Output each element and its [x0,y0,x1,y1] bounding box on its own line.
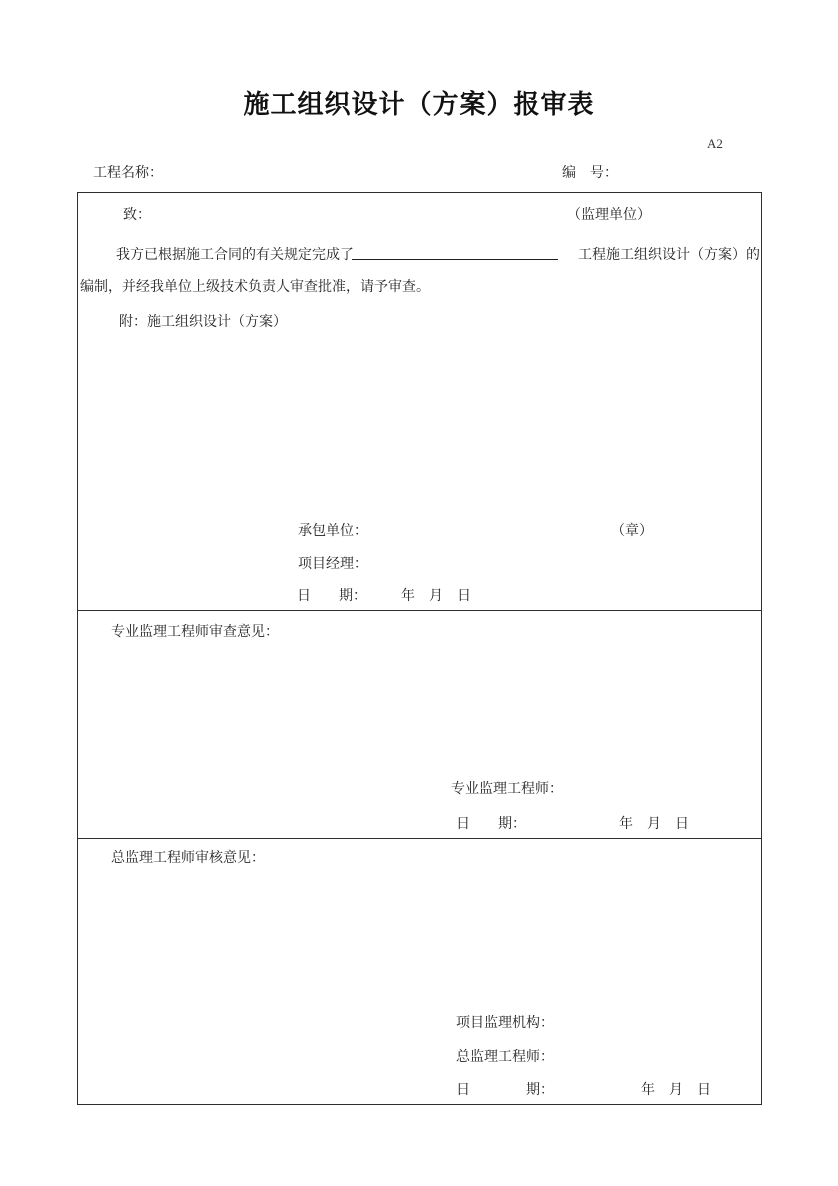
serial-no-label: 编 号： [562,164,618,180]
contractor-date-placeholder: 年 月 日 [401,587,471,603]
supervising-signer-label: 专业监理工程师： [451,780,563,796]
chief-opinion-title: 总监理工程师审核意见： [111,849,265,865]
section-chief-engineer [78,838,761,1104]
project-manager-label: 项目经理： [298,555,368,571]
section-supervising-engineer [78,610,761,838]
form-table [77,192,762,1105]
chief-signer-label: 总监理工程师： [456,1048,554,1064]
form-code-badge: A2 [707,136,723,151]
statement-line2: 编制，并经我单位上级技术负责人审查批准，请予审查。 [80,278,430,294]
seal-hint: （章） [611,522,653,538]
chief-date-label: 日 期： [456,1081,554,1097]
fill-in-blank-underline [352,242,558,260]
project-name-label: 工程名称： [93,164,163,180]
statement-prefix: 我方已根据施工合同的有关规定完成了 [116,246,354,262]
contractor-date-label: 日 期： [297,587,367,603]
contractor-label: 承包单位： [298,522,368,538]
supervision-org-label: 项目监理机构： [456,1014,554,1030]
chief-date-placeholder: 年 月 日 [641,1081,711,1097]
supervising-opinion-title: 专业监理工程师审查意见： [111,623,279,639]
supervising-date-label: 日 期： [456,815,526,831]
supervising-date-placeholder: 年 月 日 [619,815,689,831]
attachment-note: 附：施工组织设计（方案） [119,313,287,329]
supervisor-unit-hint: （监理单位） [567,206,651,222]
page-title: 施工组织设计（方案）报审表 [243,89,595,119]
statement-suffix: 工程施工组织设计（方案）的 [578,246,760,262]
section-contractor [78,193,761,610]
to-label: 致： [123,206,151,222]
